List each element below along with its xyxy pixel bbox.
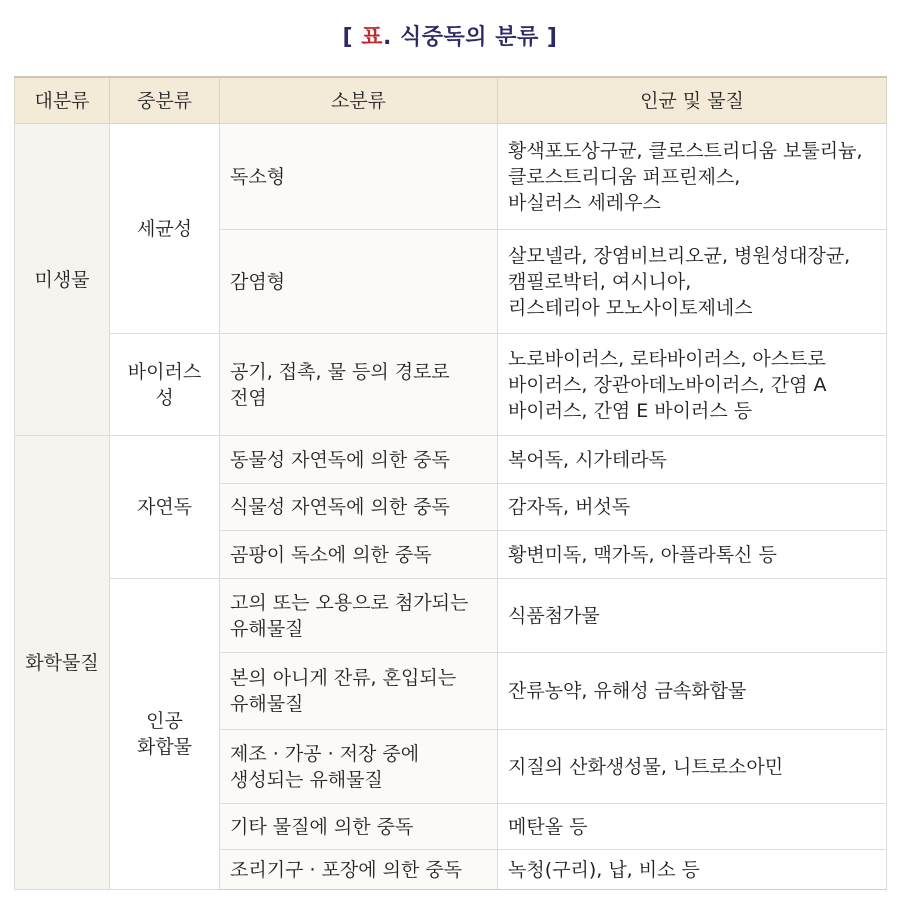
- minor-cell: 본의 아니게 잔류, 혼입되는 유해물질: [220, 653, 498, 730]
- agents-cell: 지질의 산화생성물, 니트로소아민: [498, 730, 887, 804]
- agents-cell: 황색포도상구균, 클로스트리디움 보툴리늄, 클로스트리디움 퍼프린제스, 바실러스 세레우스: [498, 124, 887, 230]
- middle-artificial: 인공 화합물: [110, 579, 220, 890]
- header-agents: 인균 및 물질: [498, 77, 887, 124]
- agents-cell: 녹청(구리), 납, 비소 등: [498, 850, 887, 890]
- agents-cell: 감자독, 버섯독: [498, 484, 887, 531]
- table-row: [15, 579, 887, 653]
- minor-cell: 곰팡이 독소에 의한 중독: [220, 531, 498, 579]
- food-poisoning-classification-table: [14, 76, 887, 890]
- middle-bacterial: 세균성: [110, 124, 220, 334]
- agents-cell: 식품첨가물: [498, 579, 887, 653]
- table-title: [0, 20, 900, 51]
- minor-cell: 동물성 자연독에 의한 중독: [220, 436, 498, 484]
- group-chemical: 화학물질: [15, 436, 110, 890]
- middle-viral: 바이러스성: [110, 334, 220, 436]
- header-major: 대분류: [15, 77, 110, 124]
- agents-cell: 노로바이러스, 로타바이러스, 아스트로 바이러스, 장관아데노바이러스, 간염 A 바이러스, 간염 E 바이러스 등: [498, 334, 887, 436]
- title-open-bracket: [: [342, 25, 354, 50]
- table-row: [15, 436, 887, 484]
- minor-cell: 조리기구 · 포장에 의한 중독: [220, 850, 498, 890]
- middle-natural: 자연독: [110, 436, 220, 579]
- agents-cell: 잔류농약, 유해성 금속화합물: [498, 653, 887, 730]
- group-microbe: 미생물: [15, 124, 110, 436]
- minor-cell: 기타 물질에 의한 중독: [220, 804, 498, 850]
- header-minor: 소분류: [220, 77, 498, 124]
- header-middle: 중분류: [110, 77, 220, 124]
- minor-cell: 독소형: [220, 124, 498, 230]
- agents-cell: 살모넬라, 장염비브리오균, 병원성대장균, 캠필로박터, 여시니아, 리스테리아 모노사이토제네스: [498, 230, 887, 334]
- title-prefix: 표: [361, 25, 384, 50]
- agents-cell: 메탄올 등: [498, 804, 887, 850]
- agents-cell: 복어독, 시가테라독: [498, 436, 887, 484]
- title-text: . 식중독의 분류: [383, 25, 539, 50]
- header-row: [15, 77, 887, 124]
- table-row: [15, 124, 887, 230]
- minor-cell: 식물성 자연독에 의한 중독: [220, 484, 498, 531]
- minor-cell: 감염형: [220, 230, 498, 334]
- minor-cell: 제조 · 가공 · 저장 중에 생성되는 유해물질: [220, 730, 498, 804]
- agents-cell: 황변미독, 맥가독, 아플라톡신 등: [498, 531, 887, 579]
- title-close-bracket: ]: [546, 25, 558, 50]
- table-row: [15, 334, 887, 436]
- minor-cell: 공기, 접촉, 물 등의 경로로 전염: [220, 334, 498, 436]
- minor-cell: 고의 또는 오용으로 첨가되는 유해물질: [220, 579, 498, 653]
